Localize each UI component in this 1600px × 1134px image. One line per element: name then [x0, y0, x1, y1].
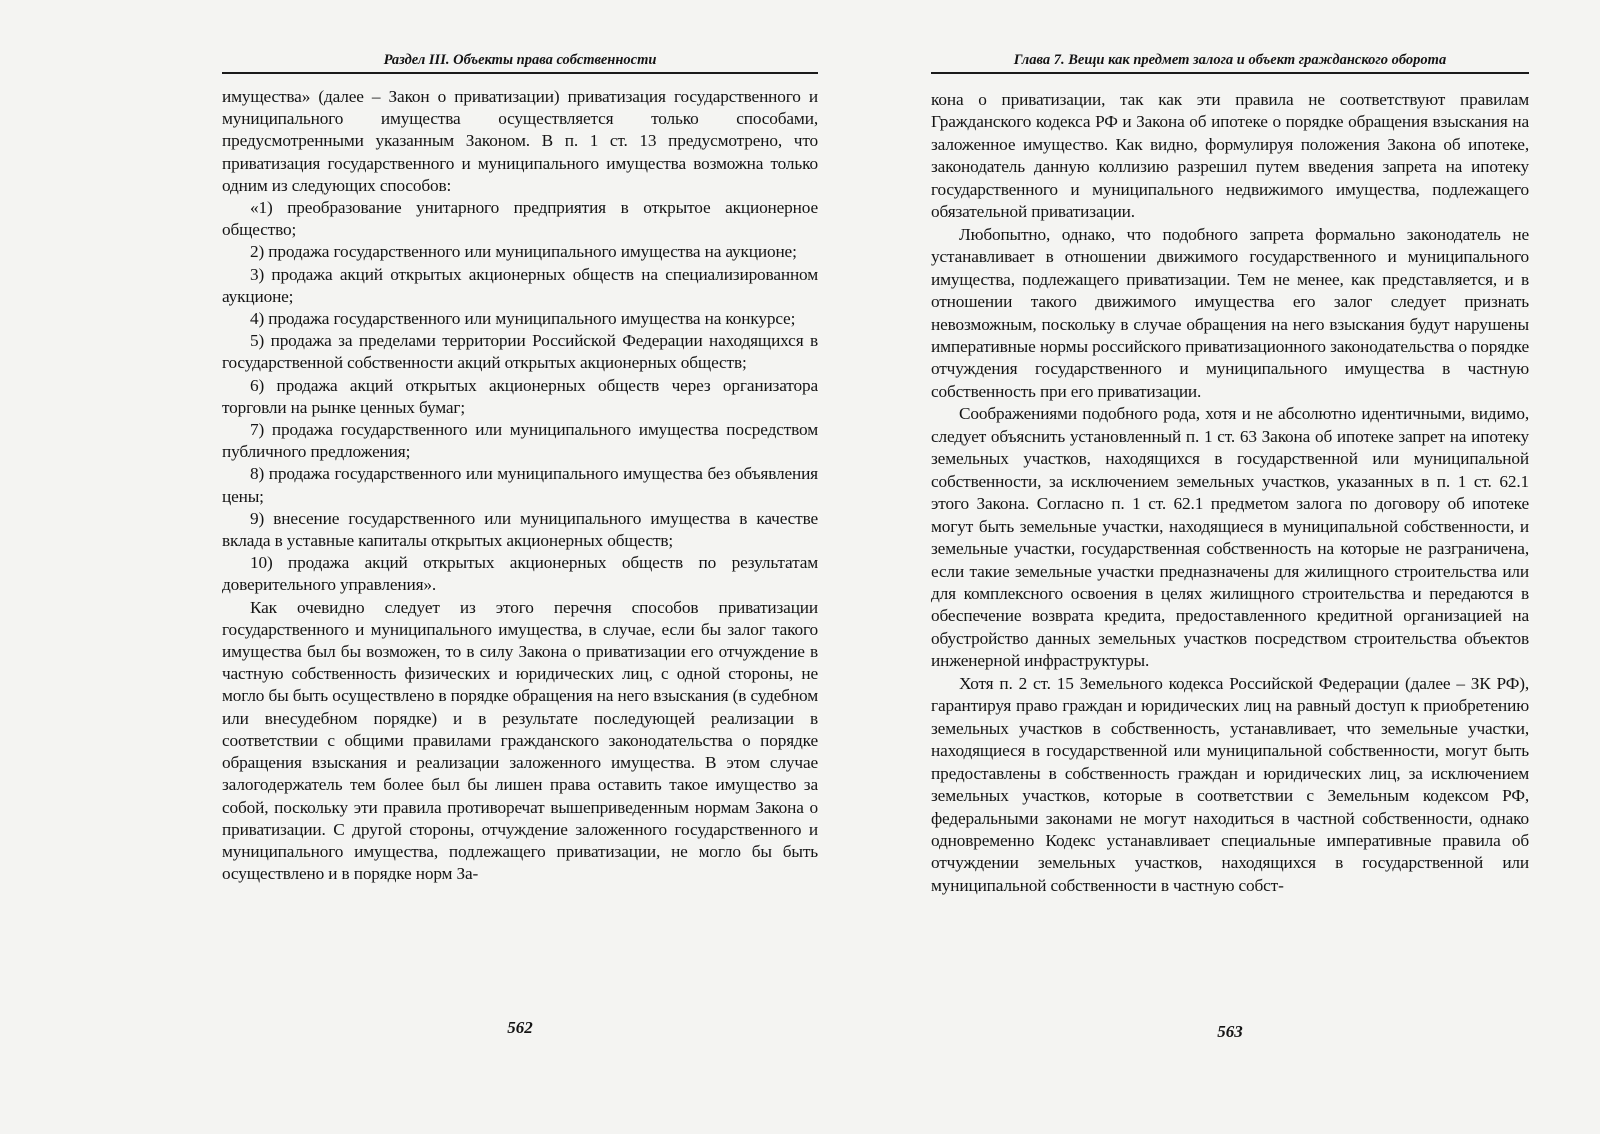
list-item: 4) продажа государственного или муниципального имущества на конкурсе; [250, 309, 796, 329]
running-head: Глава 7. Вещи как предмет залога и объект гражданского оборота [931, 52, 1529, 74]
page-body [222, 86, 818, 885]
page-number: 563 [1217, 1022, 1243, 1041]
paragraph: Хотя п. 2 ст. 15 Земельного кодекса Российской Федерации (далее – ЗК РФ), гарантируя право граждан и юридических лиц на равный доступ к приобретению земельных участков в собственность, устанавливает, что земельные участки, находящиеся в государственной или муниципальной собственности, могут быть предоставлены в собственность граждан и юридических лиц, за исключением земельных участков, которые в соответствии с Земельным кодексом РФ, федеральными законами не могут находиться в частной собственности, однако одновременно Кодекс устанавливает специальные императивные правила об отчуждении земельных участков, находящихся в государственной или муниципальной собственности в частную собст- [931, 673, 1529, 895]
list-item: 3) продажа акций открытых акционерных обществ на специализированном аукционе; [222, 264, 818, 306]
list-item: 8) продажа государственного или муниципального имущества без объявления цены; [222, 464, 818, 506]
list-item: 7) продажа государственного или муниципального имущества посредством публичного предложения; [222, 420, 818, 462]
page-number: 562 [507, 1018, 533, 1037]
list-item: 10) продажа акций открытых акционерных обществ по результатам доверительного управления». [222, 553, 818, 595]
running-head: Раздел III. Объекты права собственности [222, 52, 818, 74]
list-item: 9) внесение государственного или муниципального имущества в качестве вклада в уставные капиталы открытых акционерных обществ; [222, 508, 818, 551]
paragraph: Любопытно, однако, что подобного запрета формально законодатель не устанавливает в отношении движимого государственного и муниципального имущества, подлежащего приватизации. Тем не менее, как представляется, и в отношении такого движимого имущества его залог следует признать невозможным, поскольку в случае обращения на него взыскания будут нарушены императивные нормы российского приватизационного законодательства о порядке отчуждения государственного и муниципального имущества в частную собственность при его приватизации. [931, 224, 1529, 401]
page-body [931, 89, 1529, 897]
paragraph: Соображениями подобного рода, хотя и не абсолютно идентичными, видимо, следует объяснить установленный п. 1 ст. 63 Закона об ипотеке запрет на ипотеку земельных участков, находящихся в государственной или муниципальной собственности, за исключением земельных участков, указанных в п. 1 ст. 62.1 этого Закона. Согласно п. 1 ст. 62.1 предметом залога по договору об ипотеке могут быть земельные участки, находящиеся в муниципальной собственности, и земельные участки, государственная собственность на которые не разграничена, если такие земельные участки предназначены для жилищного строительства или для комплексного освоения в целях жилищного строительства и передаются в обеспечение возврата кредита, предоставленного кредитной организацией на обустройство данных земельных участков посредством строительства объектов инженерной инфраструктуры. [931, 404, 1529, 671]
paragraph: имущества» (далее – Закон о приватизации) приватизация государственного и муниципального имущества осуществляется только способами, предусмотренными указанным Законом. В п. 1 ст. 13 предусмотрено, что приватизация государственного и муниципального имущества возможна только одним из следующих способов: [222, 87, 818, 195]
list-item: «1) преобразование унитарного предприятия в открытое акционерное общество; [222, 198, 818, 240]
list-item: 5) продажа за пределами территории Российской Федерации находящихся в государственной собственности акций открытых акционерных обществ; [222, 331, 818, 373]
list-item: 6) продажа акций открытых акционерных обществ через организатора торговли на рынке ценных бумаг; [222, 375, 818, 417]
paragraph: Как очевидно следует из этого перечня способов приватизации государственного и муниципального имущества, в случае, если бы залог такого имущества был бы возможен, то в силу Закона о приватизации его отчуждение в частную собственность физических и юридических лиц, с одной стороны, не могло бы быть осуществлено в порядке обращения на него взыскания (в судебном или внесудебном порядке) и в результате последующей реализации в соответствии с общими правилами гражданского законодательства о порядке обращения взыскания и реализации заложенного имущества. В этом случае залогодержатель тем более был бы лишен права оставить такое имущество за собой, поскольку эти правила противоречат вышеприведенным нормам Закона о приватизации. С другой стороны, отчуждение заложенного государственного и муниципального имущества, подлежащего приватизации, не могло бы быть осуществлено и в порядке норм За- [222, 597, 818, 884]
paragraph: кона о приватизации, так как эти правила не соответствуют правилам Гражданского кодекса РФ и Закона об ипотеке о порядке обращения взыскания на заложенное имущество. Как видно, формулируя положения Закона об ипотеке, законодатель данную коллизию разрешил путем введения запрета на ипотеку государственного и муниципального недвижимого имущества, подлежащего обязательной приватизации. [931, 90, 1529, 222]
list-item: 2) продажа государственного или муниципального имущества на аукционе; [250, 242, 797, 262]
